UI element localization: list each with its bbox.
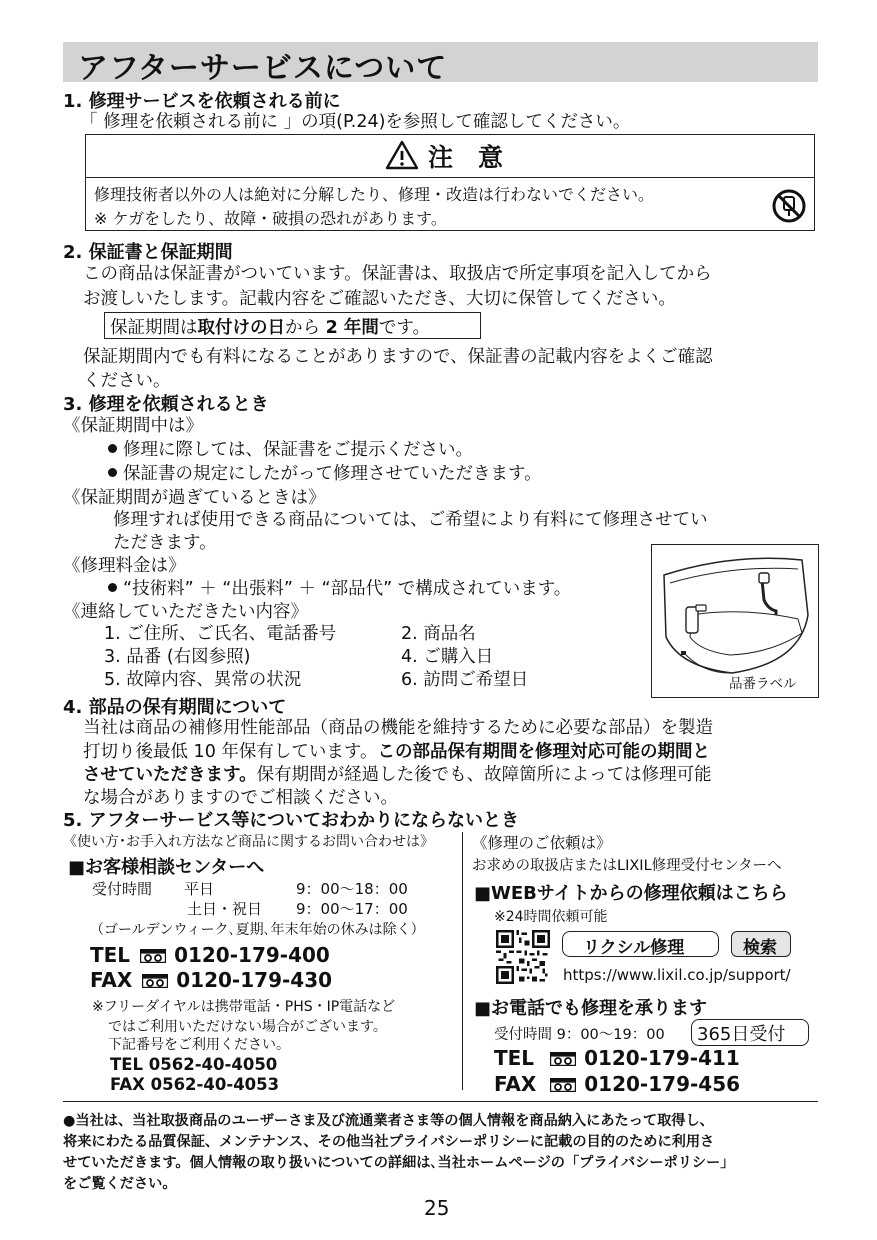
section-5-heading: 5. アフターサービス等についておわかりにならないとき [63,810,520,831]
repair-hours: 受付時間 9：00〜19：00 [494,1027,665,1043]
section-2-para-2: お渡しいたします。記載内容をご確認いただき、大切に保管してください。 [83,289,676,309]
tel-label: TEL [494,1046,535,1070]
warranty-text-e: です。 [378,318,430,338]
privacy-line-2: 将来にわたる品質保証、メンテナンス、その他当社プライバシーポリシーに記載の目的のために利用さ [63,1134,715,1150]
search-button-label: 検索 [743,938,777,958]
freedial-note-3: 下記番号をご利用ください。 [108,1037,290,1053]
weekend-label: 土日・祝日 [187,900,263,918]
support-url[interactable]: https://www.lixil.co.jp/support/ [563,966,791,984]
qr-code-icon[interactable] [496,930,550,984]
freedial-icon [550,1052,576,1066]
alt-fax[interactable]: FAX 0562-40-4053 [110,1075,280,1094]
after-warranty-label: 《保証期間が過ぎているときは》 [63,488,326,508]
page-title: アフターサービスについて [78,51,448,86]
section-3-heading: 3. 修理を依頼されるとき [63,394,269,415]
contact-item-3: 3. 品番 (右図参照) [104,647,251,667]
contact-label: 《連絡していただきたい内容》 [63,602,308,622]
repair-tel [494,1046,740,1070]
web-24h-note: ※24時間依頼可能 [494,909,608,925]
privacy-line-3: せていただきます。個人情報の取り扱いについての詳細は､当社ホームページの「プライバシーポリシー」 [63,1155,735,1171]
warranty-period [110,314,430,339]
contact-item-4: 4. ご購入日 [401,647,494,667]
fee-bullet: “技術料” ＋ “出張料” ＋ “部品代” で構成されています。 [108,575,571,600]
contact-item-1: 1. ご住所、ご氏名、電話番号 [104,624,337,644]
after-warranty-line-1: 修理すれば使用できる商品については、ご希望により有料にて修理させてい [113,510,708,530]
repair-fax [494,1072,740,1096]
page-number: 25 [424,1196,450,1220]
weekend-hours: 9：00〜17：00 [296,900,408,918]
in-warranty-label: 《保証期間中は》 [63,416,203,436]
section-1-text: 「 修理を依頼される前に 」の項(P.24)を参照して確認してください。 [80,112,631,132]
weekday-hours: 9：00〜18：00 [296,880,408,898]
product-label-caption: 品番ラベル [729,676,797,692]
customer-fax [90,968,332,992]
privacy-divider [63,1101,818,1102]
weekday-label: 平日 [184,880,215,898]
repair-tel-number[interactable]: 0120-179-411 [584,1046,740,1070]
holiday-note: （ゴールデンウィーク､夏期､年末年始の休みは除く） [90,922,425,938]
warning-icon [385,140,419,170]
fee-label: 《修理料金は》 [63,556,186,576]
customer-center-heading: ■お客様相談センターへ [68,857,265,878]
caution-title: 注 意 [428,143,504,172]
fax-label: FAX [494,1072,537,1096]
fax-label: FAX [90,968,133,992]
caution-divider [86,177,814,178]
tel-number[interactable]: 0120-179-400 [174,943,330,967]
freedial-icon [140,949,166,963]
freedial-icon [142,974,168,988]
contact-item-5: 5. 故障内容、異常の状況 [104,670,302,690]
freedial-note-2: ではご利用いただけない場合がございます。 [108,1019,387,1035]
after-warranty-line-2: ただきます。 [113,533,217,553]
fax-number[interactable]: 0120-179-430 [176,968,333,992]
section-4-line-1: 当社は商品の補修用性能部品（商品の機能を維持するために必要な部品）を製造 [83,718,713,738]
in-warranty-bullet-2: 保証書の規定にしたがって修理させていただきます。 [108,460,542,485]
section-4-line-4: な場合がありますのでご相談ください。 [83,788,398,808]
in-warranty-bullet-1: 修理に際しては、保証書をご提示ください。 [108,436,473,461]
customer-tel [90,943,330,967]
phone-repair-heading: ■お電話でも修理を承ります [474,998,708,1019]
freedial-note-1: ※フリーダイヤルは携帯電話・PHS・IP電話など [92,999,396,1015]
tel-label: TEL [90,943,131,967]
alt-tel[interactable]: TEL 0562-40-4050 [110,1055,278,1074]
web-repair-heading: ■WEBサイトからの修理依頼はこちら [474,883,788,904]
no-disassembly-icon [771,188,807,224]
inquiry-label: 《使い方･お手入れ方法など商品に関するお問い合わせは》 [63,834,434,850]
section-2-para-1: この商品は保証書がついています。保証書は、取扱店で所定事項を記入してから [83,264,712,284]
section-2-heading: 2. 保証書と保証期間 [63,242,233,263]
section-4-heading: 4. 部品の保有期間について [63,697,287,718]
freedial-icon [550,1078,576,1092]
section-1-heading: 1. 修理サービスを依頼される前に [63,91,341,112]
warranty-text-a: 保証期間は [110,318,198,338]
365-day-badge-label: 365日受付 [697,1024,786,1045]
section-4-line-3: させていただきます。保有期間が経過した後でも、故障箇所によっては修理可能 [83,765,712,785]
contact-item-6: 6. 訪問ご希望日 [401,670,529,690]
warranty-start: 取付けの日 [197,318,285,338]
privacy-line-4: をご覧ください。 [63,1176,177,1192]
warranty-years: 2 年間 [325,318,379,338]
privacy-line-1: ●当社は、当社取扱商品のユーザーさま及び流通業者さま等の個人情報を商品納入にあたって取得し、 [63,1113,714,1129]
caution-line-1: 修理技術者以外の人は絶対に分解したり、修理・改造は行わないでください。 [94,185,655,204]
section-2-para-4: ください。 [83,371,171,391]
caution-line-2: ※ ケガをしたり、故障・破損の恐れがあります。 [94,209,447,228]
section-2-para-3: 保証期間内でも有料になることがありますので、保証書の記載内容をよくご確認 [83,347,713,367]
repair-shop-text: お求めの取扱店またはLIXIL修理受付センターへ [472,858,782,874]
warranty-text-c: から [285,318,326,338]
section-4-line-2: 打切り後最低 10 年保有しています。この部品保有期間を修理対応可能の期間と [83,742,710,762]
column-divider [462,832,463,1090]
repair-label: 《修理のご依頼は》 [472,834,612,852]
contact-item-2: 2. 商品名 [401,624,476,644]
search-term: リクシル修理 [583,938,685,958]
hours-label: 受付時間 [92,880,153,898]
repair-fax-number[interactable]: 0120-179-456 [584,1072,741,1096]
